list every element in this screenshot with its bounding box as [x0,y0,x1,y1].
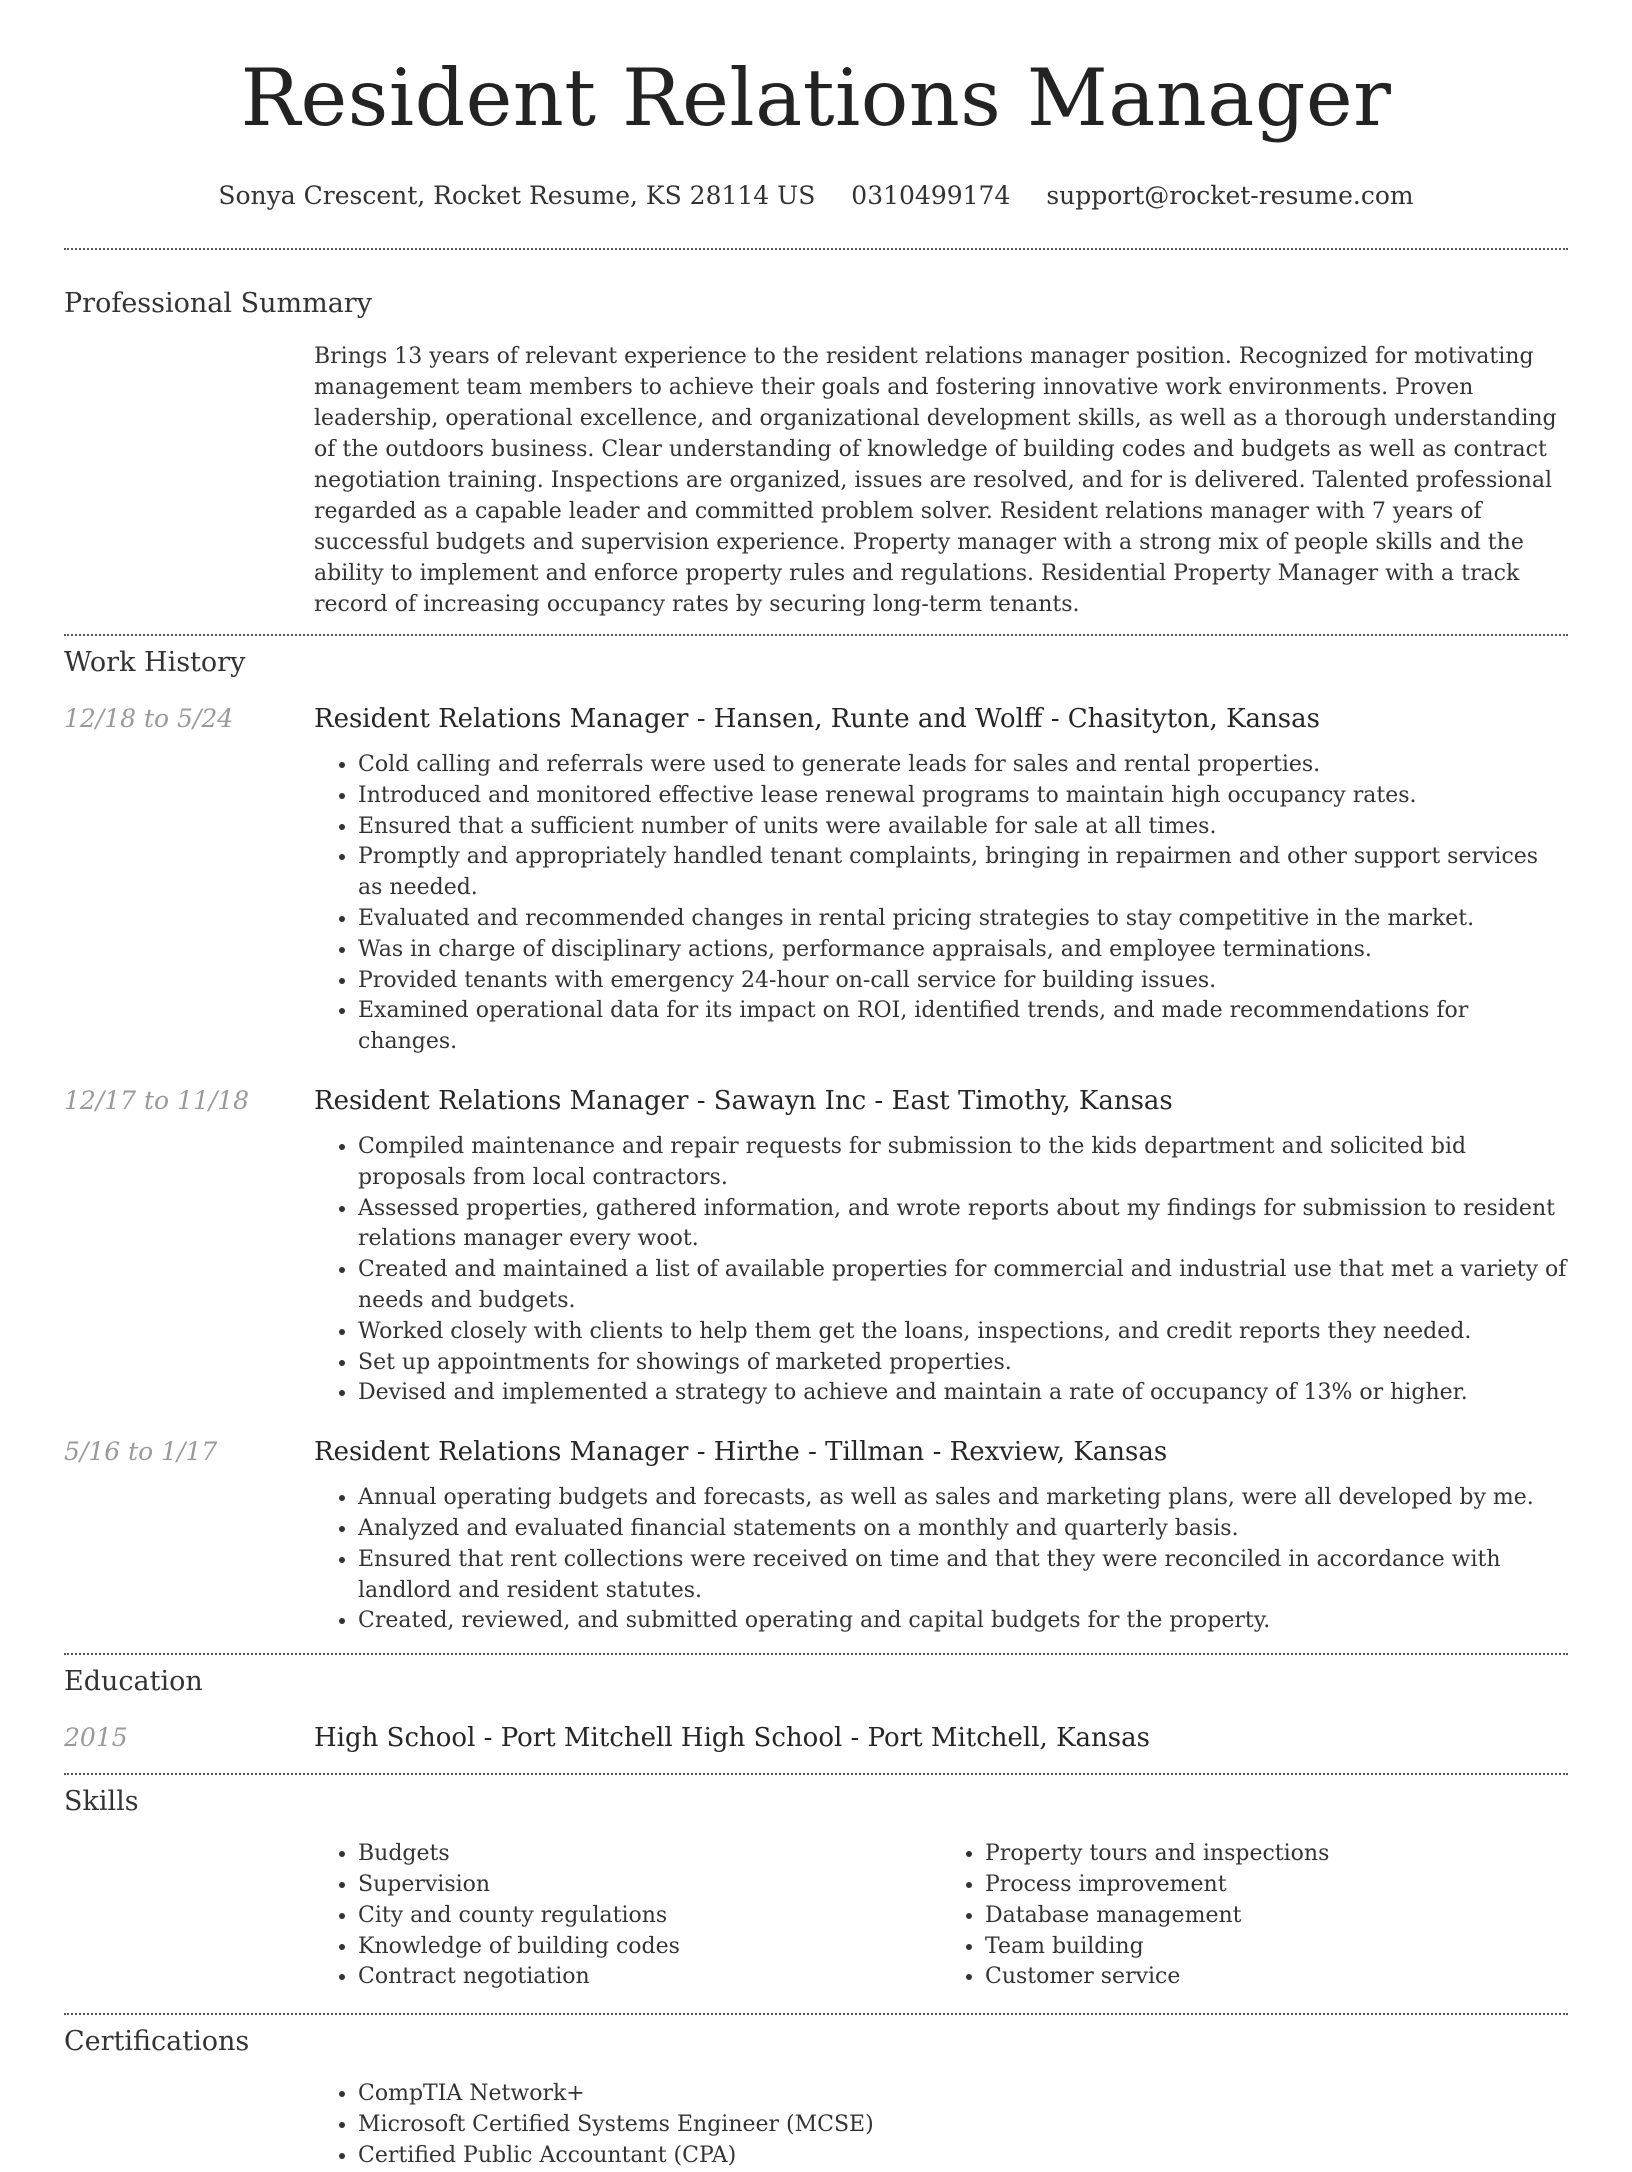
job-heading: Resident Relations Manager - Hirthe - Tillman - Rexview, Kansas [314,1437,1168,1468]
skill-item: • Supervision [358,1870,941,1901]
job-dates: 12/17 to 11/18 [64,1085,250,1115]
education-entry [64,1721,1568,1755]
contact-address: Sonya Crescent, Rocket Resume, KS 28114 US [218,181,816,210]
job-bullets [314,1483,1568,1637]
work-history-section [64,636,1568,1637]
list-item: • Ensured that rent collections were received on time and that they were reconciled in accordance with landlord and resident statutes. [358,1545,1568,1607]
education-section [64,1655,1568,1755]
section-title-education: Education [64,1666,203,1698]
education-year: 2015 [64,1723,128,1753]
list-item: • Cold calling and referrals were used to generate leads for sales and rental properties. [358,750,1568,781]
list-item: • Examined operational data for its impact on ROI, identified trends, and made recommendations for changes. [358,996,1568,1058]
job-bullets [314,750,1568,1058]
job-dates: 12/18 to 5/24 [64,704,234,733]
job-entry [64,1084,1568,1409]
list-item: • Set up appointments for showings of marketed properties. [358,1348,1568,1379]
skills-list-right [941,1839,1568,1993]
list-item: • Analyzed and evaluated financial statements on a monthly and quarterly basis. [358,1514,1568,1545]
certification-item: • CompTIA Network+ [358,2079,1568,2110]
job-entry [64,702,1568,1058]
certification-item: • Microsoft Certified Systems Engineer (MCSE) [358,2110,1568,2141]
certifications-list [314,2079,1568,2171]
job-heading: Resident Relations Manager - Sawayn Inc - East Timothy, Kansas [314,1085,1173,1116]
summary-text: Brings 13 years of relevant experience to the resident relations manager position. Recognized for motivating management team members to achieve their goals and fostering innovative work environments. Proven leadership, operational excellence, and organizational development skills, as well as a thorough understanding of the outdoors business. Clear understanding of knowledge of building codes and budgets as well as contract negotiation training. Inspections are organized, issues are resolved, and for is delivered. Talented professional regarded as a capable leader and committed problem solver. Resident relations manager with 7 years of successful budgets and supervision experience. Property manager with a strong mix of people skills and the ability to implement and enforce property rules and regulations. Residential Property Manager with a track record of increasing occupancy rates by securing long-term tenants. [314,344,1557,617]
job-entry [64,1435,1568,1637]
resume-header [64,0,1568,212]
certification-item: • Certified Public Accountant (CPA) [358,2141,1568,2172]
job-dates: 5/16 to 1/17 [64,1437,218,1467]
section-title-certifications: Certifications [64,2026,250,2058]
section-title-work-history: Work History [64,647,246,678]
list-item: • Worked closely with clients to help them get the loans, inspections, and credit reports they needed. [358,1317,1568,1348]
list-item: • Evaluated and recommended changes in rental pricing strategies to stay competitive in the market. [358,904,1568,935]
list-item: • Devised and implemented a strategy to achieve and maintain a rate of occupancy of 13% or higher. [358,1378,1568,1409]
skill-item: • Database management [985,1901,1568,1932]
list-item: • Was in charge of disciplinary actions, performance appraisals, and employee terminations. [358,935,1568,966]
summary-section [64,250,1568,620]
education-heading: High School - Port Mitchell High School - Port Mitchell, Kansas [314,1723,1150,1754]
skill-item: • Team building [985,1932,1568,1963]
skill-item: • Customer service [985,1962,1568,1993]
contact-email: support@rocket-resume.com [1046,181,1414,210]
certifications-section [64,2015,1568,2171]
skill-item: • Knowledge of building codes [358,1932,941,1963]
list-item: • Annual operating budgets and forecasts, as well as sales and marketing plans, were all developed by me. [358,1483,1568,1514]
list-item: • Introduced and monitored effective lease renewal programs to maintain high occupancy rates. [358,781,1568,812]
list-item: • Created and maintained a list of available properties for commercial and industrial use that met a variety of needs and budgets. [358,1255,1568,1317]
skill-item: • City and county regulations [358,1901,941,1932]
list-item: • Promptly and appropriately handled tenant complaints, bringing in repairmen and other support services as needed. [358,842,1568,904]
skill-item: • Process improvement [985,1870,1568,1901]
list-item: • Compiled maintenance and repair requests for submission to the kids department and solicited bid proposals from local contractors. [358,1132,1568,1194]
skills-list-left [314,1839,941,1993]
section-title-summary: Professional Summary [64,288,372,319]
job-bullets [314,1132,1568,1409]
job-heading: Resident Relations Manager - Hansen, Runte and Wolff - Chasityton, Kansas [314,704,1320,734]
contact-phone: 0310499174 [851,181,1011,210]
list-item: • Created, reviewed, and submitted operating and capital budgets for the property. [358,1606,1568,1637]
skill-item: • Contract negotiation [358,1962,941,1993]
resume-name: Resident Relations Manager [240,52,1392,144]
list-item: • Ensured that a sufficient number of units were available for sale at all times. [358,812,1568,843]
skill-item: • Property tours and inspections [985,1839,1568,1870]
skill-item: • Budgets [358,1839,941,1870]
skills-section [64,1775,1568,1993]
list-item: • Assessed properties, gathered information, and wrote reports about my findings for submission to resident relations manager every woot. [358,1194,1568,1256]
list-item: • Provided tenants with emergency 24-hour on-call service for building issues. [358,966,1568,997]
contact-line [64,180,1568,212]
section-title-skills: Skills [64,1786,139,1818]
